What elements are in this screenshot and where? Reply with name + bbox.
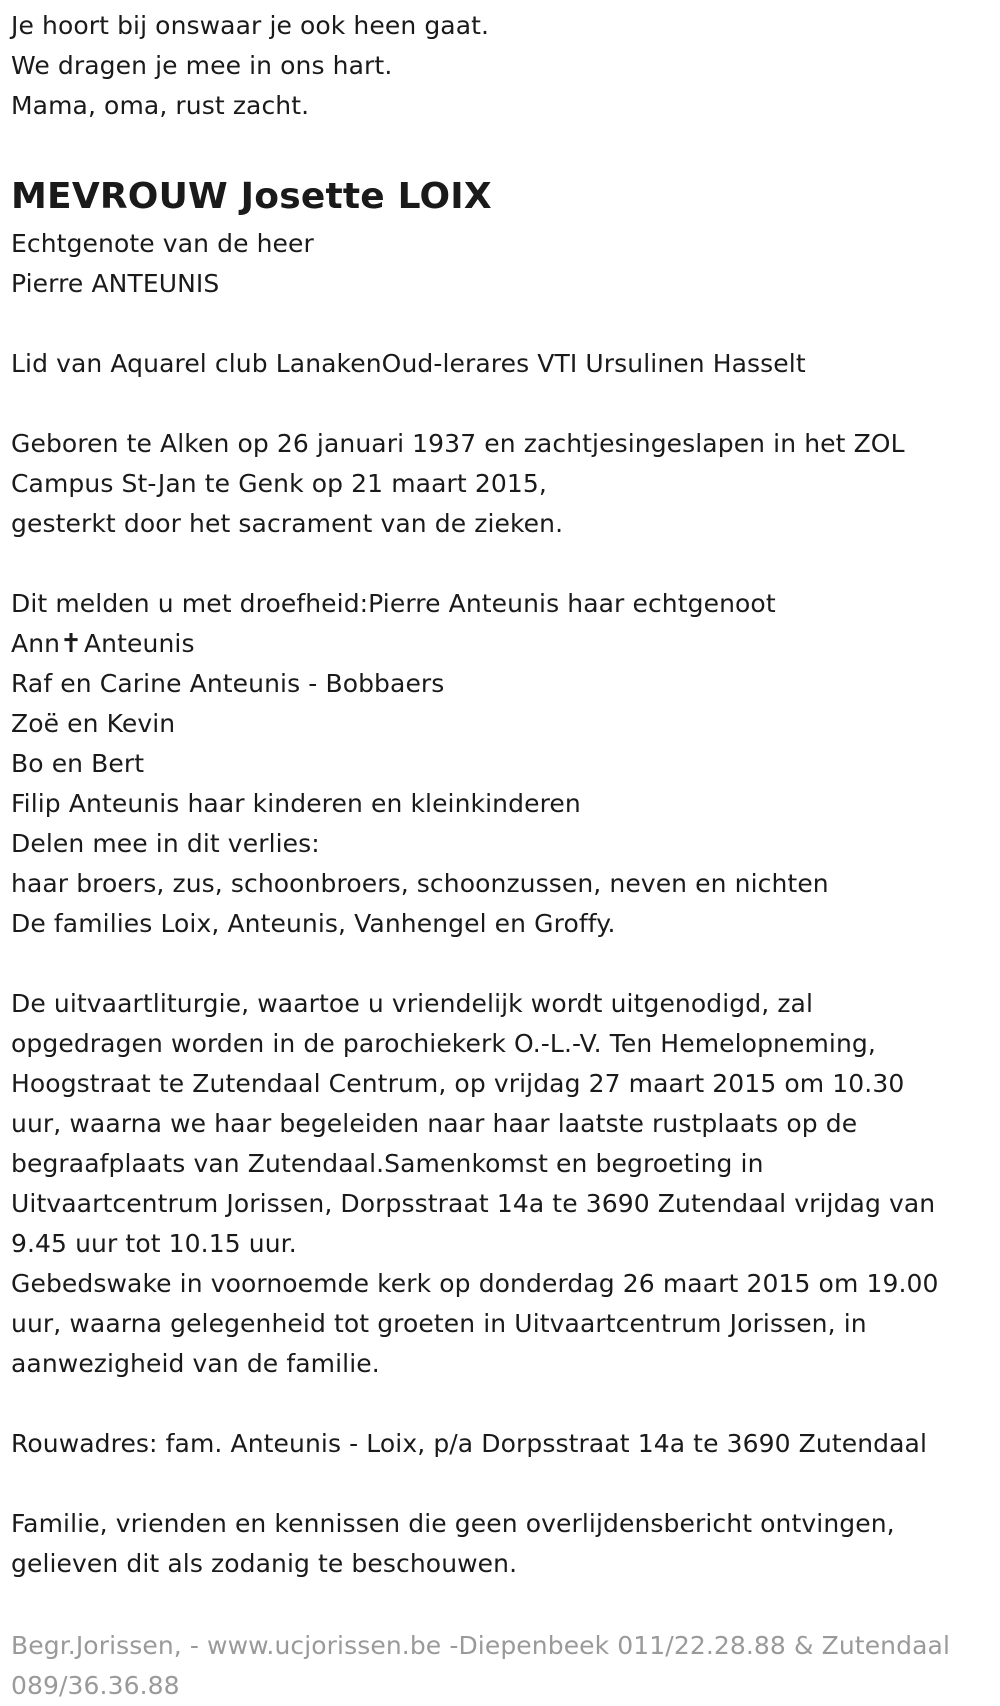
- funeral-line: begraafplaats van Zutendaal.Samenkomst en begroeting in: [11, 1149, 764, 1178]
- family-ann-first: Ann: [11, 629, 61, 658]
- funeral-line: uur, waarna gelegenheid tot groeten in Uitvaartcentrum Jorissen, in: [11, 1309, 867, 1338]
- funeral-line: De uitvaartliturgie, waartoe u vriendelijk wordt uitgenodigd, zal: [11, 989, 814, 1018]
- birth-death-line: Geboren te Alken op 26 januari 1937 en zachtjesingeslapen in het ZOL: [11, 429, 905, 458]
- funeral-line: Uitvaartcentrum Jorissen, Dorpsstraat 14a te 3690 Zutendaal vrijdag van: [11, 1189, 936, 1218]
- obituary-notice: [11, 0, 996, 1706]
- funeral-line: aanwezigheid van de familie.: [11, 1349, 380, 1378]
- family-line: Zoë en Kevin: [11, 709, 176, 738]
- cross-icon: ✝: [60, 629, 82, 659]
- notice-line: gelieven dit als zodanig te beschouwen.: [11, 1549, 518, 1578]
- spouse-line: Echtgenote van de heer: [11, 229, 314, 258]
- family-line: Raf en Carine Anteunis - Bobbaers: [11, 669, 445, 698]
- notice-block: [11, 1504, 996, 1584]
- family-line: Bo en Bert: [11, 749, 145, 778]
- funeral-block: [11, 984, 996, 1384]
- funeral-line: Gebedswake in voornoemde kerk op donderdag 26 maart 2015 om 19.00: [11, 1269, 939, 1298]
- footer-line: Begr.Jorissen, - www.ucjorissen.be -Diepenbeek 011/22.28.88 & Zutendaal: [11, 1631, 950, 1660]
- spouse-block: [11, 224, 996, 304]
- mourning-address: Rouwadres: fam. Anteunis - Loix, p/a Dorpsstraat 14a te 3690 Zutendaal: [11, 1429, 928, 1458]
- funeral-line: uur, waarna we haar begeleiden naar haar laatste rustplaats op de: [11, 1109, 858, 1138]
- notice-line: Familie, vrienden en kennissen die geen overlijdensbericht ontvingen,: [11, 1509, 895, 1538]
- footer-line: 089/36.36.88: [11, 1671, 180, 1700]
- funeral-home-footer: [11, 1626, 996, 1706]
- poem-line: We dragen je mee in ons hart.: [11, 51, 393, 80]
- funeral-line: Hoogstraat te Zutendaal Centrum, op vrijdag 27 maart 2015 om 10.30: [11, 1069, 905, 1098]
- poem-line: Mama, oma, rust zacht.: [11, 91, 310, 120]
- family-line-ann: [11, 624, 996, 664]
- birth-death-block: [11, 424, 996, 544]
- family-line: Filip Anteunis haar kinderen en kleinkinderen: [11, 789, 581, 818]
- family-block: [11, 584, 996, 944]
- birth-death-line: Campus St-Jan te Genk op 21 maart 2015,: [11, 469, 547, 498]
- deceased-name: MEVROUW Josette LOIX: [11, 176, 492, 217]
- poem-line: Je hoort bij onswaar je ook heen gaat.: [11, 11, 490, 40]
- family-line: Delen mee in dit verlies:: [11, 829, 320, 858]
- poem: [11, 6, 996, 126]
- family-line: De families Loix, Anteunis, Vanhengel en Groffy.: [11, 909, 616, 938]
- birth-death-line: gesterkt door het sacrament van de zieken.: [11, 509, 564, 538]
- family-intro: Dit melden u met droefheid:Pierre Anteunis haar echtgenoot: [11, 589, 776, 618]
- funeral-line: 9.45 uur tot 10.15 uur.: [11, 1229, 297, 1258]
- family-ann-last: Anteunis: [83, 629, 195, 658]
- spouse-line: Pierre ANTEUNIS: [11, 269, 220, 298]
- membership: Lid van Aquarel club LanakenOud-lerares VTI Ursulinen Hasselt: [11, 349, 806, 378]
- family-line: haar broers, zus, schoonbroers, schoonzussen, neven en nichten: [11, 869, 829, 898]
- funeral-line: opgedragen worden in de parochiekerk O.-L.-V. Ten Hemelopneming,: [11, 1029, 876, 1058]
